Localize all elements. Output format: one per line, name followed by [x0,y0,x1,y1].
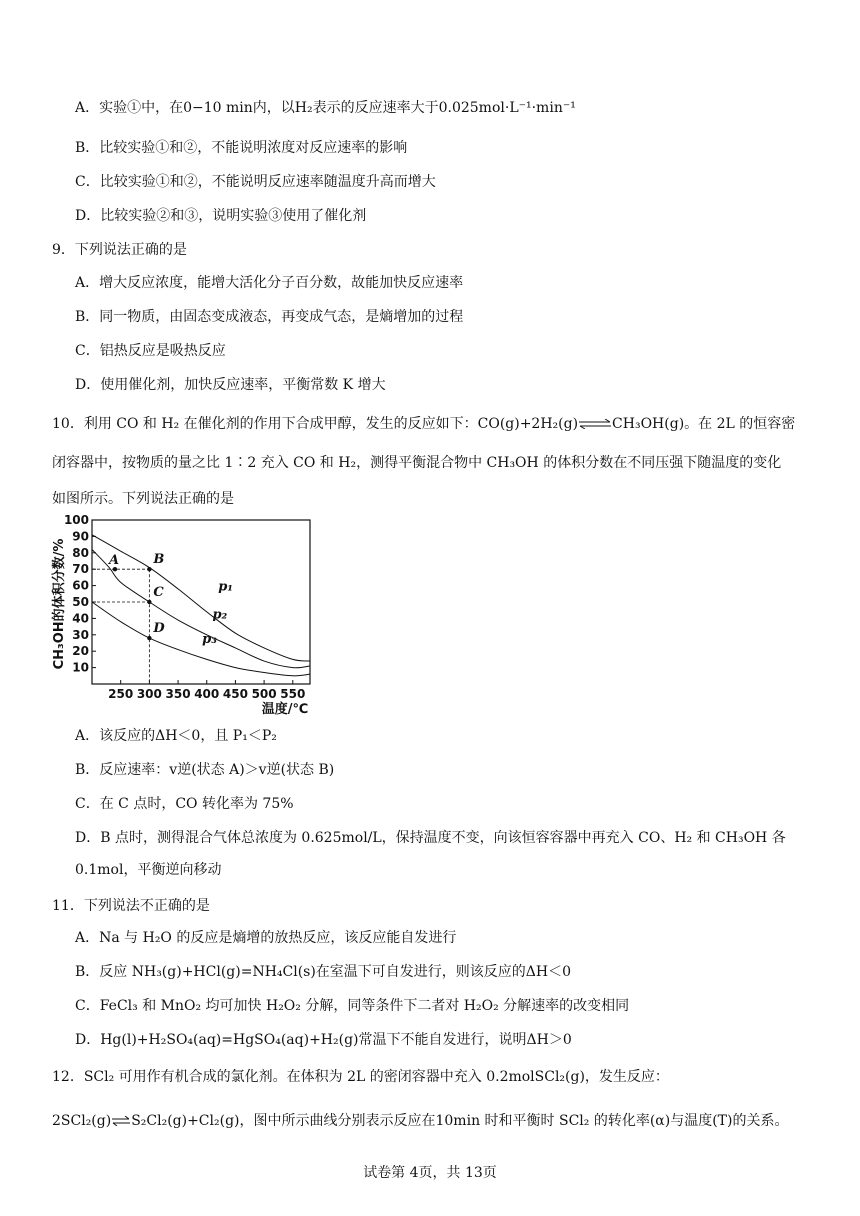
series-label-2: p₂ [212,607,228,623]
q10-option-b: B．反应速率：v逆(状态 A)＞v逆(状态 B) [75,762,335,778]
y-tick-label: 80 [72,545,89,560]
series-line-2 [92,550,310,668]
point-label-b: B [153,552,165,568]
q8-option-a: A．实验①中，在0−10 min内，以H₂表示的反应速率大于0.025mol·L⁻¹·min⁻¹ [75,100,576,116]
q11-option-b: B．反应 NH₃(g)+HCl(g)=NH₄Cl(s)在室温下可自发进行，则该反应的ΔH＜0 [75,964,572,980]
q9-option-b: B．同一物质，由固态变成液态，再变成气态，是熵增加的过程 [75,309,464,325]
point-c [147,600,151,604]
x-tick-label: 550 [280,687,306,701]
q8-option-d: D．比较实验②和③，说明实验③使用了催化剂 [75,208,367,224]
point-d [147,636,151,640]
point-label-a: A [108,553,120,569]
page-footer: 试卷第 4页，共 13页 [363,1165,497,1181]
y-tick-label: 60 [72,578,89,593]
q11-option-a: A．Na 与 H₂O 的反应是熵增的放热反应，该反应能自发进行 [75,930,457,946]
chart-y-axis-label: CH₃OH的体积分数/% [52,538,67,670]
point-label-c: C [153,585,164,600]
equilibrium-arrow-icon [578,419,612,429]
q12-stem-line1: 12．SCl₂ 可用作有机合成的氯化剂。在体积为 2L 的密闭容器中充入 0.2molSCl₂(g)，发生反应： [52,1069,669,1085]
chart-x-axis-label: 温度/℃ [261,702,309,717]
q12-stem-line2-part1: 2SCl₂(g) [52,1113,112,1129]
q9-option-a: A．增大反应浓度，能增大活化分子百分数，故能加快反应速率 [75,275,464,291]
q10-option-d-line2: 0.1mol，平衡逆向移动 [75,862,222,878]
x-tick-label: 400 [194,687,220,701]
x-tick-label: 350 [165,687,191,701]
y-tick-label: 50 [72,595,89,609]
q11-option-c: C．FeCl₃ 和 MnO₂ 均可加快 H₂O₂ 分解，同等条件下二者对 H₂O₂ 分解速率的改变相同 [75,998,630,1014]
series-label-1: p₁ [218,579,234,595]
x-tick-label: 450 [222,687,248,701]
equilibrium-arrow-icon [111,1116,131,1126]
q10-stem-line3: 如图所示。下列说法正确的是 [52,491,234,507]
q10-stem-line2: 闭容器中，按物质的量之比 1∶2 充入 CO 和 H₂，测得平衡混合物中 CH₃OH 的体积分数在不同压强下随温度的变化 [52,455,782,471]
y-tick-label: 90 [72,529,89,544]
y-tick-label: 70 [72,562,89,577]
y-tick-label: 20 [72,644,89,659]
x-tick-label: 250 [108,687,134,701]
q10-stem-line1 [52,414,795,434]
series-label-3: p₃ [202,632,217,647]
y-tick-label: 30 [72,627,89,642]
q9-option-d: D．使用催化剂，加快反应速率，平衡常数 K 增大 [75,377,386,393]
y-tick-label: 40 [72,611,89,626]
q9-stem: 9．下列说法正确的是 [52,242,187,258]
point-label-d: D [153,621,165,637]
q12-stem-line2 [52,1111,788,1131]
q9-option-c: C．铝热反应是吸热反应 [75,343,226,359]
q10-stem-line1-part1: 10．利用 CO 和 H₂ 在催化剂的作用下合成甲醇，发生的反应如下：CO(g)+2H₂(g) [52,416,579,432]
y-tick-label: 10 [72,660,89,675]
series-line-1 [92,535,310,661]
x-tick-label: 300 [136,687,162,701]
q10-option-d-line1: D．B 点时，测得混合气体总浓度为 0.625mol/L，保持温度不变，向该恒容容器中再充入 CO、H₂ 和 CH₃OH 各 [75,830,786,846]
q10-option-a: A．该反应的ΔH＜0，且 P₁＜P₂ [75,728,277,744]
q10-option-c: C．在 C 点时，CO 转化率为 75% [75,796,294,812]
q11-stem: 11．下列说法不正确的是 [52,898,210,914]
methanol-fraction-chart [48,512,318,717]
q12-stem-line2-part2: S₂Cl₂(g)+Cl₂(g)，图中所示曲线分别表示反应在10min 时和平衡时 SCl₂ 的转化率(α)与温度(T)的关系。 [131,1113,789,1129]
x-tick-label: 500 [251,687,277,701]
q10-stem-line1-part2: CH₃OH(g)。在 2L 的恒容密 [612,416,796,432]
q11-option-d: D．Hg(l)+H₂SO₄(aq)=HgSO₄(aq)+H₂(g)常温下不能自发进行，说明ΔH＞0 [75,1032,572,1048]
q8-option-b: B．比较实验①和②，不能说明浓度对反应速率的影响 [75,140,408,156]
point-b [147,567,151,571]
q8-option-c: C．比较实验①和②，不能说明反应速率随温度升高而增大 [75,174,436,190]
y-tick-label: 100 [63,513,89,527]
